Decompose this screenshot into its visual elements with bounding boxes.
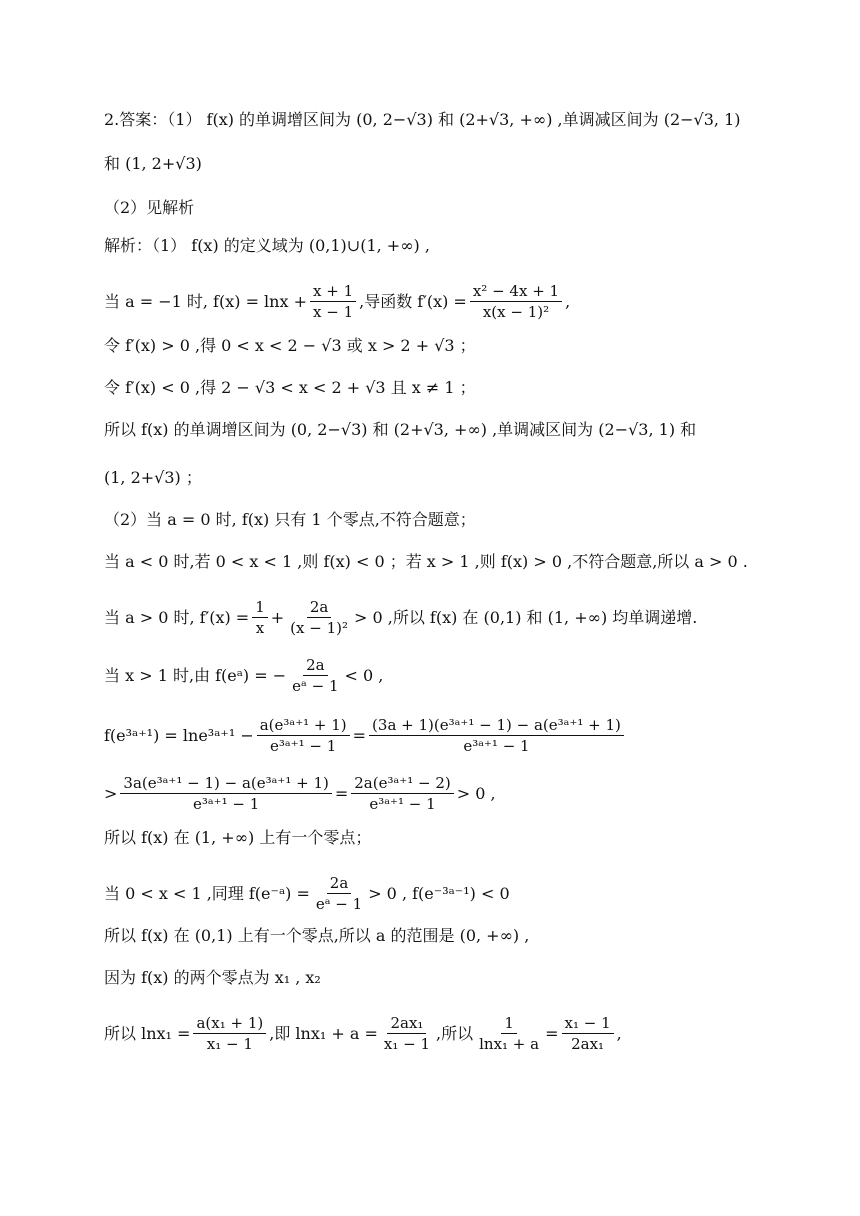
part2-line-zero-right: [104, 826, 371, 850]
part2-line-f-ea: [104, 656, 383, 695]
fraction-denominator: eᵃ − 1: [292, 677, 339, 695]
equals-sign: =: [545, 1023, 559, 1043]
zero-left-text: 所以 f(x) 在 (0,1) 上有一个零点,所以 a 的范围是 (0, +∞) ,: [104, 926, 530, 945]
equals-sign: =: [352, 725, 367, 745]
two-zeros-text: 因为 f(x) 的两个零点为 x₁ , x₂: [104, 968, 321, 987]
part2-line-inequality: [104, 774, 496, 813]
part2-text-a-zero: （2）当 a = 0 时, f(x) 只有 1 个零点,不符合题意；: [104, 510, 476, 529]
fraction-x-plus-1-over-x-minus-1: [310, 282, 356, 321]
fraction-2ax1-over-x1-minus-1: [381, 1014, 433, 1053]
analysis-line-positive: [104, 334, 476, 358]
ln-x1-text-c: ,所以: [436, 1023, 474, 1043]
fraction-denominator: eᵃ − 1: [315, 895, 363, 913]
fraction-denominator: x: [255, 619, 265, 637]
fraction-a-x1-plus-1: [193, 1014, 266, 1053]
fraction-a-e3a1-plus-1: [257, 716, 350, 755]
part2-line-a-negative: [104, 550, 748, 574]
greater-sign: >: [104, 783, 118, 803]
fraction-denominator: x(x − 1)²: [482, 303, 550, 321]
fraction-derivative: [470, 282, 562, 321]
plus-sign: +: [270, 607, 285, 627]
ln-x1-text-f: ,: [616, 1023, 622, 1043]
inequality-text-b: > 0 ,: [456, 783, 496, 803]
f-ea-text-a: 当 x > 1 时,由 f(eᵃ) = −: [104, 665, 287, 685]
fraction-numerator: a(e³ᵃ⁺¹ + 1): [257, 716, 350, 736]
fraction-numerator: x + 1: [310, 282, 356, 302]
fraction-3a-expanded: [120, 774, 331, 813]
analysis-line-domain: [104, 234, 430, 258]
f-ea-text-b: < 0 ,: [344, 665, 384, 685]
fraction-numerator: 2a: [307, 598, 332, 618]
fraction-numerator: 2a: [303, 656, 328, 676]
fraction-numerator: x² − 4x + 1: [470, 282, 562, 302]
part2-line-zero-left: [104, 924, 529, 948]
analysis-line-derivative: [104, 282, 570, 321]
fraction-numerator: 2ax₁: [387, 1014, 426, 1034]
fraction-denominator: (x − 1)²: [290, 619, 348, 637]
analysis-line-negative: [104, 376, 476, 400]
answer-text-1: 2.答案：（1） f(x) 的单调增区间为 (0, 2−√3) 和 (2+√3, +∞) ,单调减区间为 (2−√3, 1): [104, 110, 741, 129]
a-positive-text-b: > 0 ,所以 f(x) 在 (0,1) 和 (1, +∞) 均单调递增.: [353, 607, 698, 627]
fraction-2a-over-ea-minus-1-b: [313, 874, 365, 913]
fraction-denominator: e³ᵃ⁺¹ − 1: [270, 737, 337, 755]
part2-line-ln-x1: [104, 1014, 622, 1053]
ln-x1-text-a: 所以 lnx₁ =: [104, 1023, 191, 1043]
fraction-2a-over-x-minus-1-squared: [287, 598, 351, 637]
fraction-1-over-lnx1-plus-a: [476, 1014, 542, 1053]
zero-right-text: 所以 f(x) 在 (1, +∞) 上有一个零点；: [104, 828, 372, 847]
fraction-denominator: 2ax₁: [571, 1035, 605, 1053]
fraction-numerator: 1: [501, 1014, 517, 1034]
fraction-numerator: 3a(e³ᵃ⁺¹ − 1) − a(e³ᵃ⁺¹ + 1): [120, 774, 331, 794]
answer-text-3: （2）见解析: [104, 198, 195, 217]
fraction-numerator: x₁ − 1: [562, 1014, 614, 1034]
fraction-2a-over-ea-minus-1: [289, 656, 341, 695]
fraction-numerator: a(x₁ + 1): [193, 1014, 266, 1034]
analysis-line-monotonic-cont: [104, 466, 202, 490]
fraction-denominator: x − 1: [313, 303, 354, 321]
f-e3a1-text-a: f(e³ᵃ⁺¹) = lne³ᵃ⁺¹ −: [104, 725, 254, 745]
fraction-numerator: (3a + 1)(e³ᵃ⁺¹ − 1) − a(e³ᵃ⁺¹ + 1): [369, 716, 624, 736]
monotonic-text: 所以 f(x) 的单调增区间为 (0, 2−√3) 和 (2+√3, +∞) ,单调减区间为 (2−√3, 1) 和: [104, 420, 697, 439]
fraction-denominator: e³ᵃ⁺¹ − 1: [369, 795, 436, 813]
analysis-line-monotonic: [104, 418, 696, 442]
answer-line-3: [104, 196, 194, 220]
fraction-denominator: e³ᵃ⁺¹ − 1: [193, 795, 260, 813]
fraction-numerator: 2a: [327, 874, 352, 894]
fraction-expanded: [369, 716, 624, 755]
part2-text-a-negative: 当 a < 0 时,若 0 < x < 1 ,则 f(x) < 0 ；若 x > 1 ,则 f(x) > 0 ,不符合题意,所以 a > 0 .: [104, 552, 748, 571]
f-e-neg-a-text-b: > 0 , f(e⁻³ᵃ⁻¹) < 0: [368, 883, 510, 903]
positive-text: 令 f′(x) > 0 ,得 0 < x < 2 − √3 或 x > 2 + √3 ；: [104, 336, 476, 355]
analysis-text-domain: 解析：（1） f(x) 的定义域为 (0,1)∪(1, +∞) ,: [104, 236, 430, 255]
fraction-1-over-x: [252, 598, 268, 637]
answer-line-1: [104, 108, 741, 132]
fraction-numerator: 1: [252, 598, 268, 618]
derivative-text-b: ,导函数 f′(x) =: [359, 291, 467, 311]
part2-line-f-e-neg-a: [104, 874, 510, 913]
part2-line-a-positive: [104, 598, 697, 637]
fraction-x1-minus-1-over-2ax1: [562, 1014, 614, 1053]
fraction-numerator: 2a(e³ᵃ⁺¹ − 2): [351, 774, 453, 794]
answer-line-2: [104, 152, 202, 176]
equals-sign: =: [334, 783, 349, 803]
fraction-denominator: e³ᵃ⁺¹ − 1: [463, 737, 530, 755]
a-positive-text-a: 当 a > 0 时, f′(x) =: [104, 607, 250, 627]
ln-x1-text-b: ,即 lnx₁ + a =: [269, 1023, 378, 1043]
fraction-denominator: x₁ − 1: [383, 1035, 431, 1053]
fraction-2a-e3a1-minus-2: [351, 774, 453, 813]
part2-line-f-e3a1: [104, 716, 627, 755]
derivative-text-c: ,: [565, 291, 571, 311]
derivative-text-a: 当 a = −1 时, f(x) = lnx +: [104, 291, 307, 311]
monotonic-text-cont: (1, 2+√3) ；: [104, 468, 202, 487]
negative-text: 令 f′(x) < 0 ,得 2 − √3 < x < 2 + √3 且 x ≠ 1 ；: [104, 378, 476, 397]
fraction-denominator: lnx₁ + a: [479, 1035, 540, 1053]
answer-text-2: 和 (1, 2+√3): [104, 154, 202, 173]
part2-line-a-zero: [104, 508, 476, 532]
part2-line-two-zeros: [104, 966, 321, 990]
f-e-neg-a-text-a: 当 0 < x < 1 ,同理 f(e⁻ᵃ) =: [104, 883, 310, 903]
fraction-denominator: x₁ − 1: [206, 1035, 253, 1053]
